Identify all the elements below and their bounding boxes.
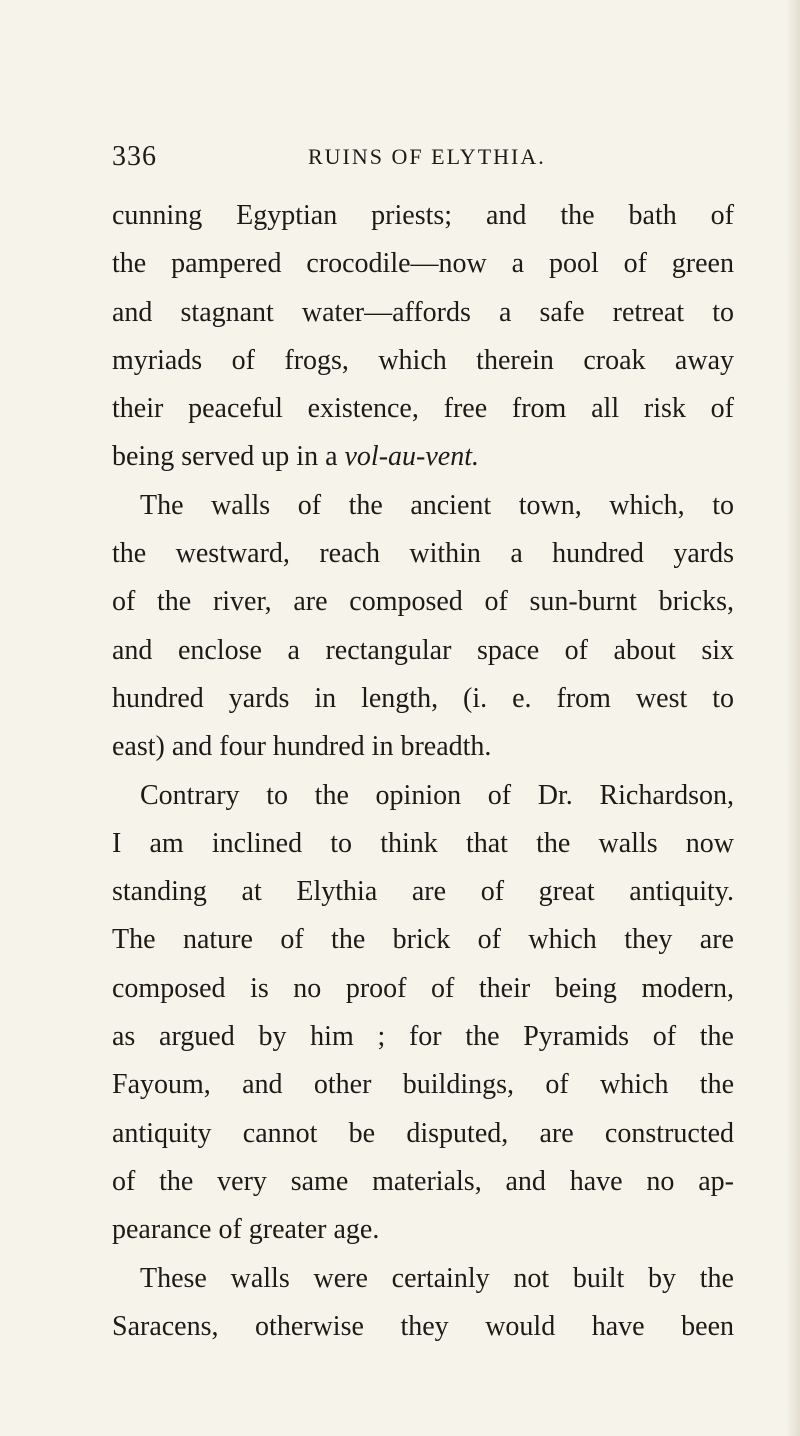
running-head — [112, 141, 732, 177]
text-line: of the river, are composed of sun-burnt bricks, — [112, 586, 734, 618]
text-line: myriads of frogs, which therein croak away — [112, 344, 734, 376]
page-edge-shadow — [786, 0, 800, 1436]
text-line: and enclose a rectangular space of about six — [112, 634, 734, 666]
text-line: Fayoum, and other buildings, of which the — [112, 1069, 734, 1101]
text-line: I am inclined to think that the walls now — [112, 827, 734, 859]
text-line: of the very same materials, and have no ap- — [112, 1165, 734, 1197]
text-line: The nature of the brick of which they are — [112, 924, 734, 956]
text-line: composed is no proof of their being modern, — [112, 972, 734, 1004]
body-text — [112, 192, 734, 1351]
running-title: RUINS OF ELYTHIA. — [308, 144, 546, 169]
text-line: as argued by him ; for the Pyramids of the — [112, 1021, 734, 1053]
paragraph-start-line: These walls were certainly not built by the — [140, 1262, 734, 1294]
text-line: their peaceful existence, free from all risk of — [112, 393, 734, 425]
text-line-segment: being served up in a — [112, 441, 338, 473]
paragraph-start-line: Contrary to the opinion of Dr. Richardson, — [140, 779, 734, 811]
italic-phrase: vol-au-vent. — [344, 441, 479, 473]
text-line: antiquity cannot be disputed, are constructed — [112, 1117, 734, 1149]
text-line: the pampered crocodile—now a pool of green — [112, 248, 734, 280]
text-line-with-italic — [112, 433, 734, 481]
text-line: and stagnant water—affords a safe retreat to — [112, 296, 734, 328]
paragraph-start-line: The walls of the ancient town, which, to — [140, 489, 734, 521]
text-line: cunning Egyptian priests; and the bath of — [112, 200, 734, 231]
page-number: 336 — [112, 141, 157, 172]
text-line: Saracens, otherwise they would have been — [112, 1310, 734, 1342]
text-line: the westward, reach within a hundred yards — [112, 538, 734, 570]
paragraph-end-line: pearance of greater age. — [112, 1214, 380, 1246]
paragraph-end-line: east) and four hundred in breadth. — [112, 731, 492, 763]
text-line: hundred yards in length, (i. e. from west to — [112, 682, 734, 714]
text-line: standing at Elythia are of great antiquity. — [112, 876, 734, 908]
